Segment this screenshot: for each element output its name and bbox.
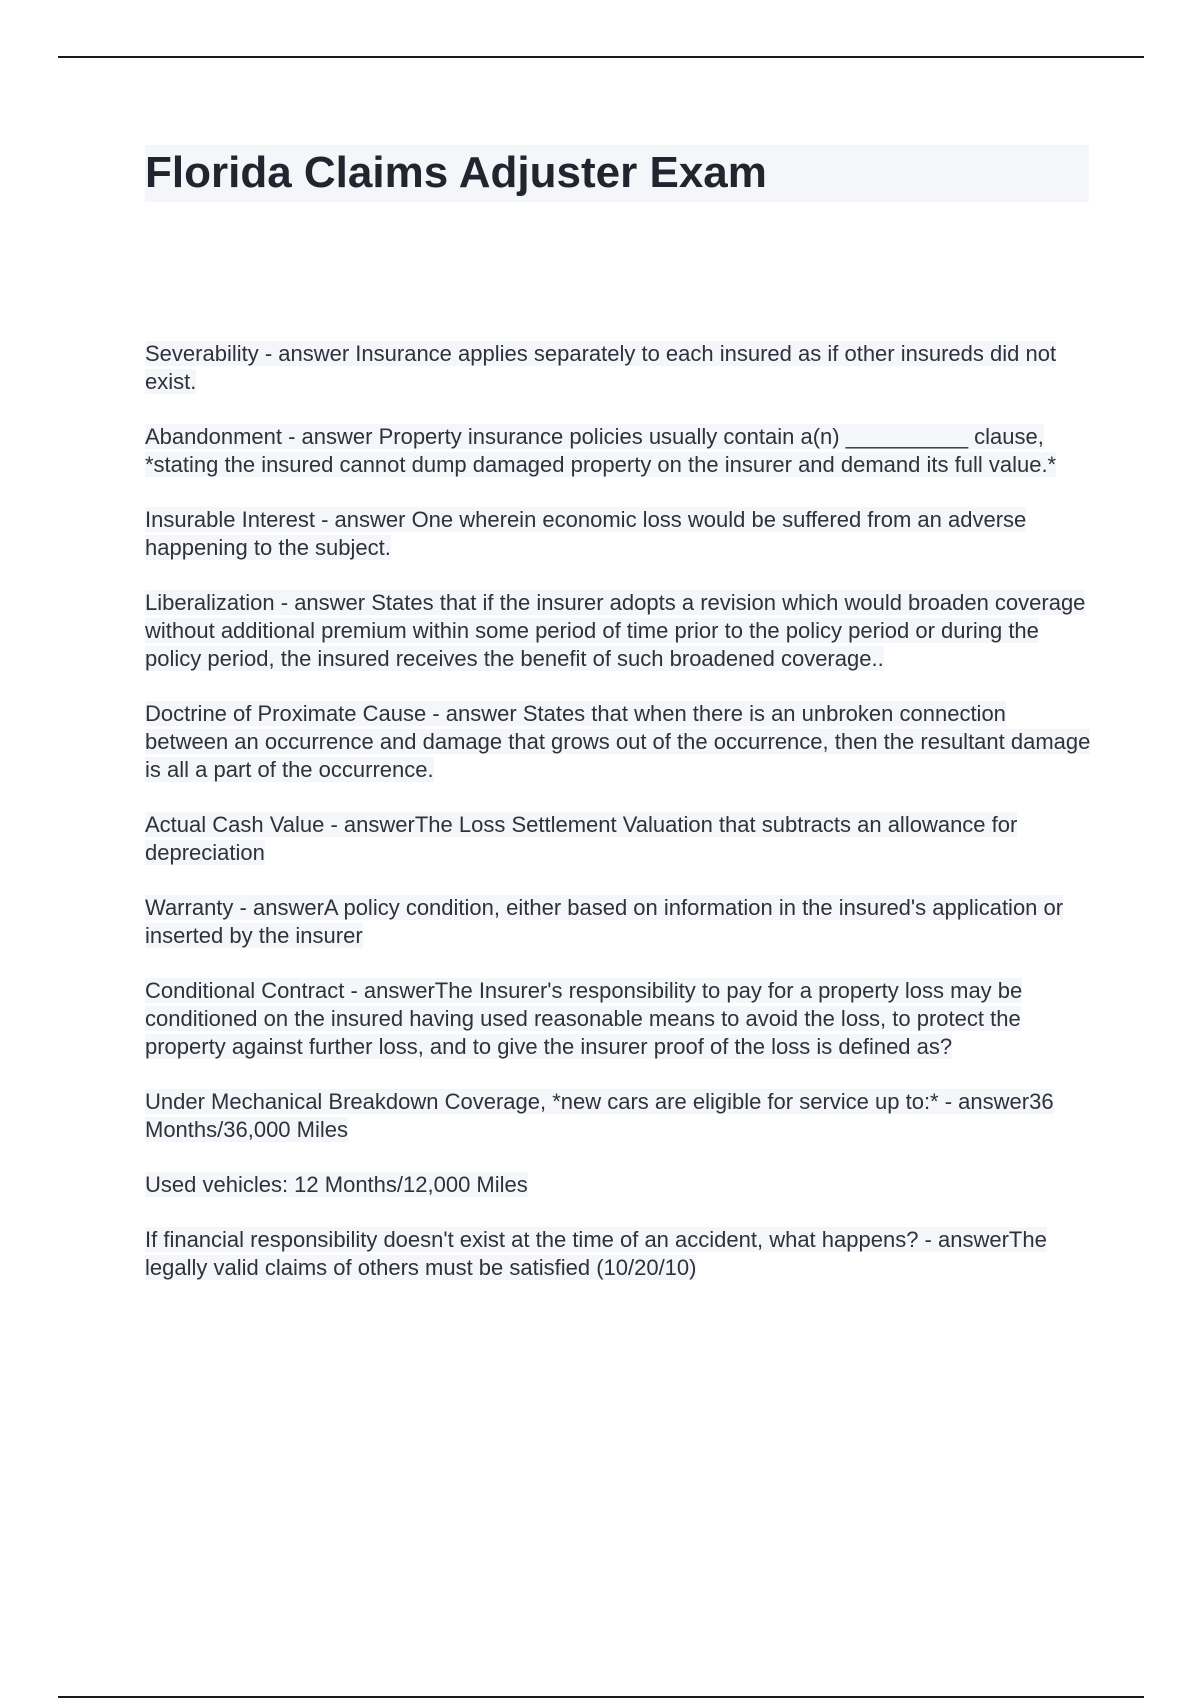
flashcard-entry — [145, 506, 1095, 562]
flashcard-entry — [145, 423, 1095, 479]
flashcard-text: Severability - answer Insurance applies separately to each insured as if other insureds did not exist. — [145, 341, 1057, 394]
flashcard-text: Conditional Contract - answerThe Insurer's responsibility to pay for a property loss may be conditioned on the insured having used reasonable means to avoid the loss, to protect the property against further loss, and to give the insurer proof of the loss is defined as? — [145, 978, 1023, 1059]
flashcard-text: Under Mechanical Breakdown Coverage, *new cars are eligible for service up to:* - answer36 Months/36,000 Miles — [145, 1089, 1054, 1142]
flashcard-entry — [145, 894, 1095, 950]
flashcard-text: Insurable Interest - answer One wherein economic loss would be suffered from an adverse happening to the subject. — [145, 507, 1027, 560]
footer-rule — [58, 1696, 1144, 1698]
flashcard-text: Actual Cash Value - answerThe Loss Settlement Valuation that subtracts an allowance for depreciation — [145, 812, 1018, 865]
flashcard-entry — [145, 589, 1095, 673]
flashcard-text: If financial responsibility doesn't exist at the time of an accident, what happens? - answerThe legally valid claims of others must be satisfied (10/20/10) — [145, 1227, 1047, 1280]
flashcard-text: Liberalization - answer States that if the insurer adopts a revision which would broaden coverage without additional premium within some period of time prior to the policy period or during the policy period, the insured receives the benefit of such broadened coverage.. — [145, 590, 1086, 671]
flashcard-entry — [145, 811, 1095, 867]
flashcard-entry — [145, 1171, 1095, 1199]
flashcard-text: Used vehicles: 12 Months/12,000 Miles — [145, 1172, 528, 1197]
flashcard-entry — [145, 1088, 1095, 1144]
flashcard-list — [145, 340, 1095, 1309]
header-rule — [58, 56, 1144, 58]
flashcard-text: Doctrine of Proximate Cause - answer States that when there is an unbroken connection between an occurrence and damage that grows out of the occurrence, then the resultant damage is all a part of the occurrence. — [145, 701, 1091, 782]
flashcard-entry — [145, 700, 1095, 784]
flashcard-text: Warranty - answerA policy condition, either based on information in the insured's application or inserted by the insurer — [145, 895, 1064, 948]
flashcard-entry — [145, 977, 1095, 1061]
document-title: Florida Claims Adjuster Exam — [145, 148, 767, 197]
flashcard-text: Abandonment - answer Property insurance policies usually contain a(n) __________ clause, *stating the insured cannot dump damaged property on the insurer and demand its full value.* — [145, 424, 1057, 477]
flashcard-entry — [145, 340, 1095, 396]
flashcard-entry — [145, 1226, 1095, 1282]
